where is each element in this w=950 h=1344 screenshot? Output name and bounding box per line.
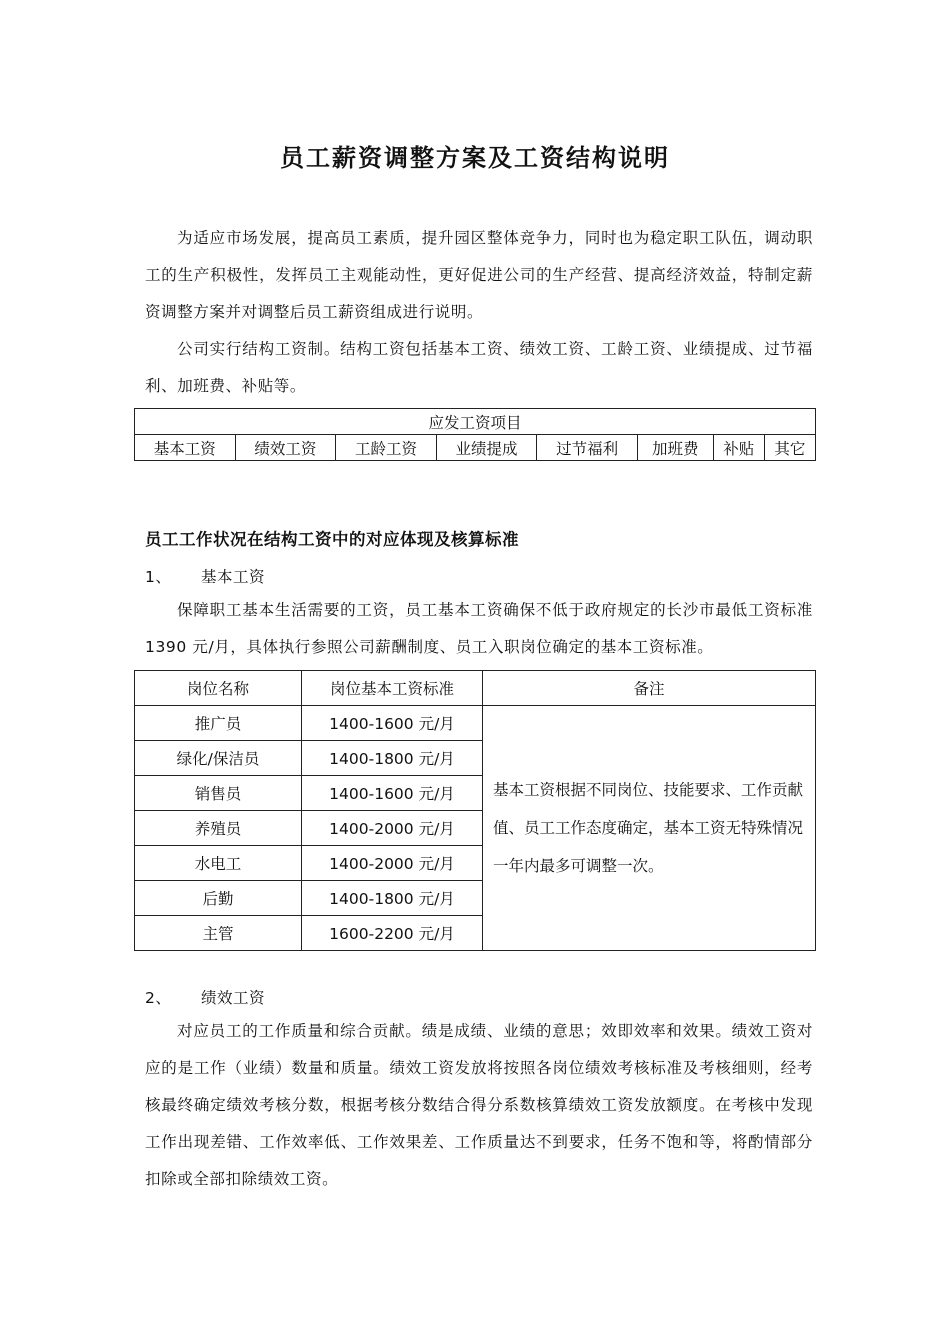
salary-standard: 1600-2200 元/月 [302,916,483,951]
section-heading: 员工工作状况在结构工资中的对应体现及核算标准 [145,530,519,549]
salary-standard: 1400-1800 元/月 [302,881,483,916]
salary-item: 绩效工资 [235,435,336,461]
base-salary-table [134,670,816,951]
post-name: 绿化/保洁员 [135,741,302,776]
salary-items-table [134,408,816,461]
salary-item: 加班费 [637,435,713,461]
item-1-heading [145,565,265,587]
salary-standard: 1400-1600 元/月 [302,776,483,811]
post-name: 后勤 [135,881,302,916]
item-1-paragraph: 保障职工基本生活需要的工资，员工基本工资确保不低于政府规定的长沙市最低工资标准 1390 元/月，具体执行参照公司薪酬制度、员工入职岗位确定的基本工资标准。 [145,601,813,656]
salary-item: 补贴 [713,435,764,461]
post-name: 水电工 [135,846,302,881]
post-name: 主管 [135,916,302,951]
salary-items-row [135,435,816,461]
intro-paragraph-1: 为适应市场发展，提高员工素质，提升园区整体竞争力，同时也为稳定职工队伍，调动职工的生产积极性，发挥员工主观能动性，更好促进公司的生产经营、提高经济效益，特制定薪资调整方案并对调整后员工薪资组成进行说明。 [145,229,813,321]
salary-standard: 1400-1600 元/月 [302,706,483,741]
column-header: 岗位基本工资标准 [302,671,483,706]
post-name: 销售员 [135,776,302,811]
item-label: 绩效工资 [201,989,266,1007]
item-2-heading [145,986,265,1008]
remark-cell: 基本工资根据不同岗位、技能要求、工作贡献值、员工工作态度确定，基本工资无特殊情况一年内最多可调整一次。 [483,706,816,951]
item-label: 基本工资 [201,568,266,586]
column-header: 备注 [483,671,816,706]
salary-item: 其它 [764,435,815,461]
salary-item: 业绩提成 [436,435,537,461]
salary-item: 过节福利 [537,435,638,461]
salary-standard: 1400-1800 元/月 [302,741,483,776]
table-header-row [135,671,816,706]
table-row [135,706,816,741]
intro-paragraph-2: 公司实行结构工资制。结构工资包括基本工资、绩效工资、工龄工资、业绩提成、过节福利、加班费、补贴等。 [145,340,813,395]
post-name: 推广员 [135,706,302,741]
item-number: 1、 [145,568,172,586]
column-header: 岗位名称 [135,671,302,706]
item-number: 2、 [145,989,172,1007]
salary-standard: 1400-2000 元/月 [302,811,483,846]
salary-standard: 1400-2000 元/月 [302,846,483,881]
salary-item: 基本工资 [135,435,236,461]
post-name: 养殖员 [135,811,302,846]
document-title: 员工薪资调整方案及工资结构说明 [280,144,670,172]
item-2-paragraph: 对应员工的工作质量和综合贡献。绩是成绩、业绩的意思；效即效率和效果。绩效工资对应的是工作（业绩）数量和质量。绩效工资发放将按照各岗位绩效考核标准及考核细则，经考核最终确定绩效考核分数，根据考核分数结合得分系数核算绩效工资发放额度。在考核中发现工作出现差错、工作效率低、工作效果差、工作质量达不到要求，任务不饱和等，将酌情部分扣除或全部扣除绩效工资。 [145,1022,813,1188]
salary-item: 工龄工资 [336,435,437,461]
salary-items-header: 应发工资项目 [135,409,816,435]
